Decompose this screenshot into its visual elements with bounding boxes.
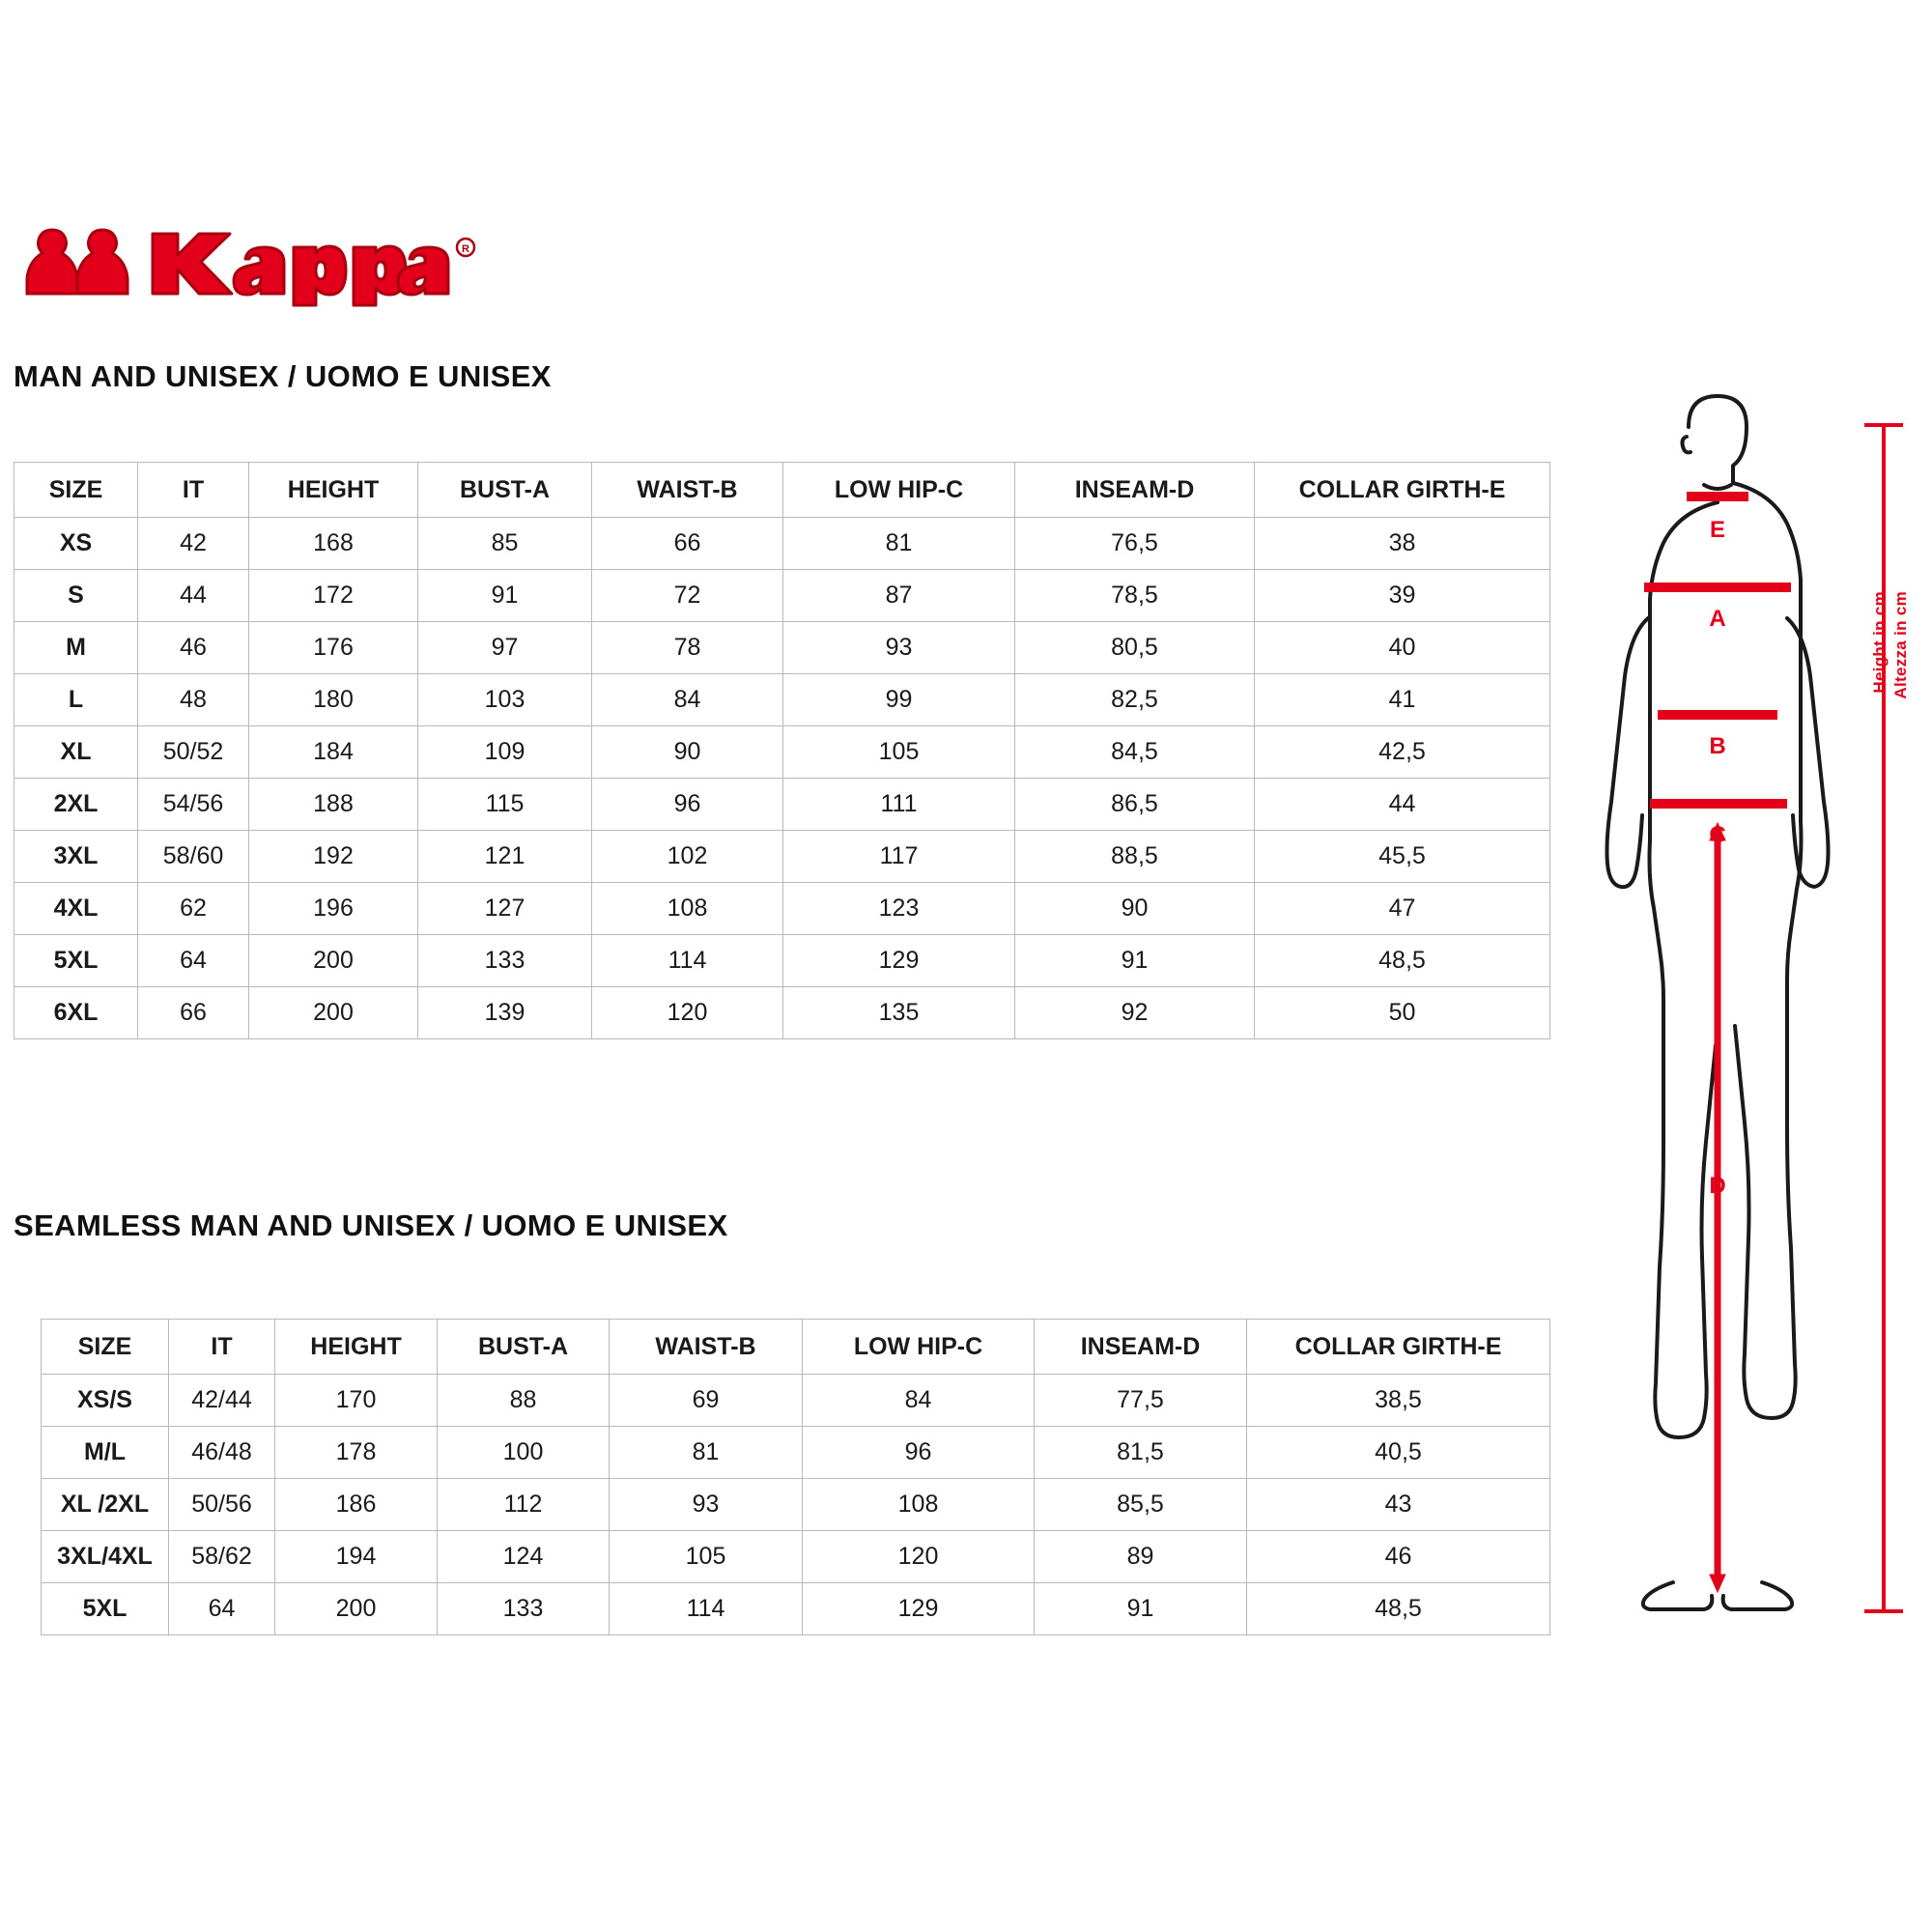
cell-size: 3XL/4XL bbox=[42, 1531, 169, 1583]
cell-collar-girth: 40,5 bbox=[1247, 1427, 1550, 1479]
cell-size: L bbox=[14, 674, 138, 726]
cell-inseam: 90 bbox=[1015, 883, 1255, 935]
table-row bbox=[14, 883, 1550, 935]
col-header-inseam: INSEAM-D bbox=[1015, 463, 1255, 518]
cell-bust: 97 bbox=[418, 622, 592, 674]
cell-low-hip: 87 bbox=[783, 570, 1015, 622]
height-axis-label-en: Height in cm bbox=[1870, 591, 1889, 694]
cell-waist: 114 bbox=[592, 935, 783, 987]
cell-bust: 100 bbox=[438, 1427, 610, 1479]
cell-waist: 84 bbox=[592, 674, 783, 726]
col-header-bust: BUST-A bbox=[438, 1320, 610, 1375]
male-body-measurement-diagram-icon bbox=[1565, 377, 1922, 1633]
size-table-man bbox=[14, 462, 1550, 1039]
cell-inseam: 91 bbox=[1035, 1583, 1247, 1635]
cell-it: 50/52 bbox=[138, 726, 249, 779]
cell-it: 58/60 bbox=[138, 831, 249, 883]
col-header-low-hip: LOW HIP-C bbox=[803, 1320, 1035, 1375]
cell-inseam: 86,5 bbox=[1015, 779, 1255, 831]
cell-collar-girth: 39 bbox=[1255, 570, 1550, 622]
cell-low-hip: 96 bbox=[803, 1427, 1035, 1479]
cell-height: 200 bbox=[249, 935, 418, 987]
cell-collar-girth: 41 bbox=[1255, 674, 1550, 726]
cell-height: 186 bbox=[275, 1479, 438, 1531]
measurement-figure bbox=[1565, 377, 1922, 1633]
cell-it: 44 bbox=[138, 570, 249, 622]
cell-inseam: 92 bbox=[1015, 987, 1255, 1039]
cell-low-hip: 117 bbox=[783, 831, 1015, 883]
cell-collar-girth: 48,5 bbox=[1247, 1583, 1550, 1635]
height-axis-label-it: Altezza in cm bbox=[1891, 591, 1910, 699]
marker-label-C: C bbox=[1709, 822, 1726, 848]
cell-low-hip: 84 bbox=[803, 1375, 1035, 1427]
cell-low-hip: 129 bbox=[803, 1583, 1035, 1635]
cell-it: 58/62 bbox=[169, 1531, 275, 1583]
cell-it: 54/56 bbox=[138, 779, 249, 831]
cell-low-hip: 105 bbox=[783, 726, 1015, 779]
cell-bust: 133 bbox=[418, 935, 592, 987]
cell-waist: 78 bbox=[592, 622, 783, 674]
cell-height: 172 bbox=[249, 570, 418, 622]
cell-height: 196 bbox=[249, 883, 418, 935]
cell-height: 200 bbox=[275, 1583, 438, 1635]
cell-it: 50/56 bbox=[169, 1479, 275, 1531]
table-row bbox=[14, 570, 1550, 622]
cell-collar-girth: 50 bbox=[1255, 987, 1550, 1039]
cell-height: 168 bbox=[249, 518, 418, 570]
cell-size: 3XL bbox=[14, 831, 138, 883]
cell-height: 194 bbox=[275, 1531, 438, 1583]
cell-height: 178 bbox=[275, 1427, 438, 1479]
table-header-row bbox=[42, 1320, 1550, 1375]
cell-low-hip: 108 bbox=[803, 1479, 1035, 1531]
cell-height: 170 bbox=[275, 1375, 438, 1427]
cell-waist: 81 bbox=[610, 1427, 803, 1479]
cell-bust: 121 bbox=[418, 831, 592, 883]
cell-size: 5XL bbox=[42, 1583, 169, 1635]
cell-bust: 103 bbox=[418, 674, 592, 726]
table-row bbox=[14, 779, 1550, 831]
cell-waist: 105 bbox=[610, 1531, 803, 1583]
cell-collar-girth: 43 bbox=[1247, 1479, 1550, 1531]
cell-size: M bbox=[14, 622, 138, 674]
section-title-seamless: SEAMLESS MAN AND UNISEX / UOMO E UNISEX bbox=[14, 1208, 728, 1242]
cell-collar-girth: 46 bbox=[1247, 1531, 1550, 1583]
cell-waist: 108 bbox=[592, 883, 783, 935]
cell-inseam: 80,5 bbox=[1015, 622, 1255, 674]
col-header-it: IT bbox=[169, 1320, 275, 1375]
col-header-waist: WAIST-B bbox=[610, 1320, 803, 1375]
col-header-waist: WAIST-B bbox=[592, 463, 783, 518]
cell-it: 46 bbox=[138, 622, 249, 674]
cell-bust: 127 bbox=[418, 883, 592, 935]
col-header-inseam: INSEAM-D bbox=[1035, 1320, 1247, 1375]
col-header-low-hip: LOW HIP-C bbox=[783, 463, 1015, 518]
cell-it: 64 bbox=[138, 935, 249, 987]
table-row bbox=[14, 935, 1550, 987]
cell-size: XS/S bbox=[42, 1375, 169, 1427]
marker-label-B: B bbox=[1709, 733, 1726, 759]
cell-size: XS bbox=[14, 518, 138, 570]
cell-it: 42 bbox=[138, 518, 249, 570]
col-header-height: HEIGHT bbox=[275, 1320, 438, 1375]
cell-inseam: 77,5 bbox=[1035, 1375, 1247, 1427]
col-header-bust: BUST-A bbox=[418, 463, 592, 518]
kappa-logo bbox=[17, 220, 520, 307]
cell-bust: 85 bbox=[418, 518, 592, 570]
table-row bbox=[42, 1531, 1550, 1583]
cell-inseam: 82,5 bbox=[1015, 674, 1255, 726]
cell-size: 4XL bbox=[14, 883, 138, 935]
cell-bust: 124 bbox=[438, 1531, 610, 1583]
cell-inseam: 84,5 bbox=[1015, 726, 1255, 779]
cell-waist: 93 bbox=[610, 1479, 803, 1531]
cell-waist: 72 bbox=[592, 570, 783, 622]
cell-size: S bbox=[14, 570, 138, 622]
cell-bust: 109 bbox=[418, 726, 592, 779]
table-header-row bbox=[14, 463, 1550, 518]
table-row bbox=[14, 674, 1550, 726]
cell-height: 180 bbox=[249, 674, 418, 726]
cell-waist: 102 bbox=[592, 831, 783, 883]
cell-bust: 115 bbox=[418, 779, 592, 831]
col-header-collar-girth: COLLAR GIRTH-E bbox=[1247, 1320, 1550, 1375]
cell-bust: 112 bbox=[438, 1479, 610, 1531]
cell-waist: 114 bbox=[610, 1583, 803, 1635]
cell-collar-girth: 45,5 bbox=[1255, 831, 1550, 883]
cell-low-hip: 111 bbox=[783, 779, 1015, 831]
table-row bbox=[42, 1427, 1550, 1479]
cell-it: 66 bbox=[138, 987, 249, 1039]
cell-collar-girth: 40 bbox=[1255, 622, 1550, 674]
table-row bbox=[14, 831, 1550, 883]
cell-it: 48 bbox=[138, 674, 249, 726]
col-header-collar-girth: COLLAR GIRTH-E bbox=[1255, 463, 1550, 518]
cell-size: M/L bbox=[42, 1427, 169, 1479]
table-row bbox=[42, 1375, 1550, 1427]
section-title-man: MAN AND UNISEX / UOMO E UNISEX bbox=[14, 359, 552, 393]
cell-low-hip: 129 bbox=[783, 935, 1015, 987]
cell-inseam: 81,5 bbox=[1035, 1427, 1247, 1479]
cell-bust: 133 bbox=[438, 1583, 610, 1635]
inseam-arrow-down bbox=[1710, 1575, 1725, 1592]
registered-mark-icon bbox=[457, 239, 474, 256]
cell-low-hip: 99 bbox=[783, 674, 1015, 726]
table-row bbox=[42, 1479, 1550, 1531]
cell-size: XL bbox=[14, 726, 138, 779]
cell-low-hip: 135 bbox=[783, 987, 1015, 1039]
cell-inseam: 91 bbox=[1015, 935, 1255, 987]
cell-inseam: 76,5 bbox=[1015, 518, 1255, 570]
cell-it: 42/44 bbox=[169, 1375, 275, 1427]
cell-it: 62 bbox=[138, 883, 249, 935]
cell-low-hip: 123 bbox=[783, 883, 1015, 935]
cell-low-hip: 93 bbox=[783, 622, 1015, 674]
cell-height: 200 bbox=[249, 987, 418, 1039]
cell-height: 176 bbox=[249, 622, 418, 674]
cell-size: 2XL bbox=[14, 779, 138, 831]
cell-waist: 96 bbox=[592, 779, 783, 831]
cell-it: 64 bbox=[169, 1583, 275, 1635]
table-row bbox=[14, 518, 1550, 570]
cell-bust: 139 bbox=[418, 987, 592, 1039]
cell-collar-girth: 38 bbox=[1255, 518, 1550, 570]
cell-low-hip: 120 bbox=[803, 1531, 1035, 1583]
cell-waist: 120 bbox=[592, 987, 783, 1039]
cell-waist: 69 bbox=[610, 1375, 803, 1427]
cell-collar-girth: 48,5 bbox=[1255, 935, 1550, 987]
marker-label-E: E bbox=[1709, 517, 1726, 543]
table-row bbox=[14, 622, 1550, 674]
table-row bbox=[14, 726, 1550, 779]
cell-inseam: 88,5 bbox=[1015, 831, 1255, 883]
col-header-height: HEIGHT bbox=[249, 463, 418, 518]
svg-text:R: R bbox=[462, 243, 469, 255]
cell-height: 188 bbox=[249, 779, 418, 831]
cell-bust: 88 bbox=[438, 1375, 610, 1427]
cell-height: 192 bbox=[249, 831, 418, 883]
cell-inseam: 89 bbox=[1035, 1531, 1247, 1583]
col-header-size: SIZE bbox=[42, 1320, 169, 1375]
cell-inseam: 78,5 bbox=[1015, 570, 1255, 622]
cell-collar-girth: 44 bbox=[1255, 779, 1550, 831]
cell-size: 6XL bbox=[14, 987, 138, 1039]
table-row bbox=[14, 987, 1550, 1039]
table-row bbox=[42, 1583, 1550, 1635]
cell-collar-girth: 47 bbox=[1255, 883, 1550, 935]
cell-inseam: 85,5 bbox=[1035, 1479, 1247, 1531]
cell-collar-girth: 42,5 bbox=[1255, 726, 1550, 779]
marker-label-D: D bbox=[1709, 1173, 1726, 1199]
cell-size: 5XL bbox=[14, 935, 138, 987]
cell-bust: 91 bbox=[418, 570, 592, 622]
kappa-omini-logo-icon bbox=[17, 220, 520, 307]
cell-low-hip: 81 bbox=[783, 518, 1015, 570]
col-header-size: SIZE bbox=[14, 463, 138, 518]
col-header-it: IT bbox=[138, 463, 249, 518]
cell-waist: 90 bbox=[592, 726, 783, 779]
cell-size: XL /2XL bbox=[42, 1479, 169, 1531]
cell-height: 184 bbox=[249, 726, 418, 779]
cell-it: 46/48 bbox=[169, 1427, 275, 1479]
cell-waist: 66 bbox=[592, 518, 783, 570]
size-table-seamless bbox=[41, 1319, 1550, 1635]
marker-label-A: A bbox=[1709, 606, 1726, 632]
cell-collar-girth: 38,5 bbox=[1247, 1375, 1550, 1427]
